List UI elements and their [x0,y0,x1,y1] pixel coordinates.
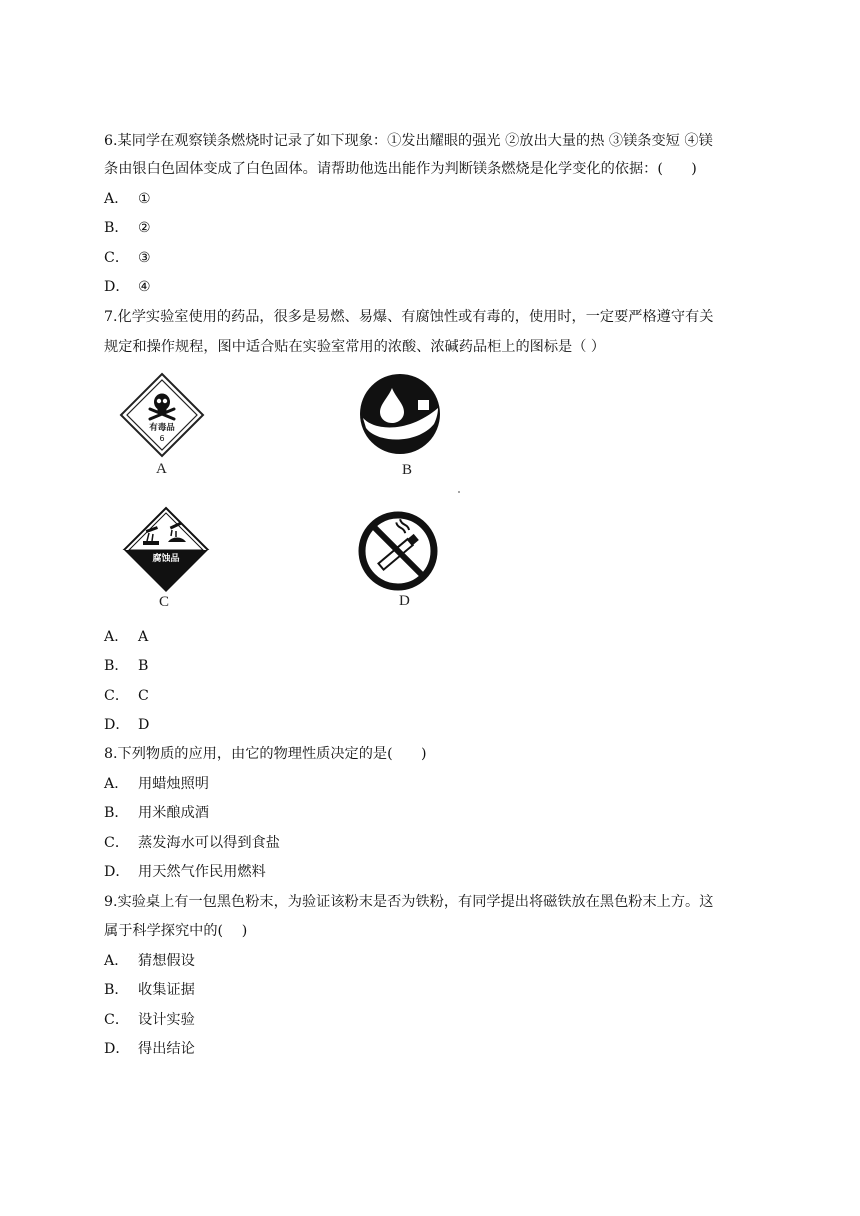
figure-caption-a: A [156,461,167,477]
option-label: B． [104,220,129,236]
option-text: 用米酿成酒 [138,805,209,821]
option-label: C． [104,835,130,851]
option-text: ② [138,220,151,236]
q9-option-c [104,1010,195,1030]
option-text: 猜想假设 [138,953,195,969]
q6-option-d [104,277,151,297]
option-text: 设计实验 [138,1012,195,1028]
corrosive-sign-text: 腐蚀品 [152,554,180,564]
option-label: C． [104,1012,130,1028]
option-text: D [138,717,150,733]
q8-option-b [104,803,209,823]
q8-option-c [104,833,280,853]
option-label: D． [104,864,130,880]
option-label: A． [104,629,129,645]
option-label: D． [104,279,130,295]
toxic-skull-diamond-icon [119,372,205,458]
option-label: B． [104,805,129,821]
option-text: 用天然气作民用燃料 [138,864,266,880]
q8-option-a [104,774,209,794]
option-text: 用蜡烛照明 [138,776,209,792]
q7-stem-line2: 规定和操作规程，图中适合贴在实验室常用的浓酸、浓碱药品柜上的图标是（ ） [104,339,606,355]
corrosive-diamond-icon [122,506,210,594]
option-label: A． [104,776,129,792]
q9-option-b [104,980,195,1000]
q8-stem: 8.下列物质的应用，由它的物理性质决定的是( ) [104,746,427,762]
option-label: D． [104,717,130,733]
q9-option-d [104,1039,195,1059]
q7-option-b [104,656,148,676]
q7-stem-line1: 7.化学实验室使用的药品，很多是易燃、易爆、有腐蚀性或有毒的，使用时，一定要严格遵守有关 [104,309,714,325]
q9-stem-line2: 属于科学探究中的( ) [104,923,248,939]
q8-option-d [104,862,266,882]
q6-stem-line2: 条由银白色固体变成了白色固体。请帮助他选出能作为判断镁条燃烧是化学变化的依据：( ) [104,161,697,177]
figure-caption-d: D [399,593,410,609]
option-text: C [138,688,149,704]
option-text: ③ [138,250,151,266]
q9-option-a [104,951,195,971]
q9-stem-line1: 9.实验桌上有一包黑色粉末，为验证该粉末是否为铁粉，有同学提出将磁铁放在黑色粉末上方。这 [104,894,714,910]
option-label: A． [104,953,129,969]
q6-option-c [104,248,151,268]
toxic-sign-text: 有毒品 [149,423,175,433]
option-text: ④ [138,279,151,295]
water-drop-circle-icon [358,374,442,458]
option-text: 蒸发海水可以得到食盐 [138,835,280,851]
figure-caption-c: C [159,594,170,610]
option-label: B． [104,982,129,998]
option-text: A [138,629,149,645]
figure-caption-b: B [402,462,413,478]
no-smoking-icon [357,510,439,592]
q6-stem-line1: 6.某同学在观察镁条燃烧时记录了如下现象：①发出耀眼的强光 ②放出大量的热 ③镁条变短 ④镁 [104,133,713,149]
q7-option-d [104,715,149,735]
option-label: C． [104,250,130,266]
q6-option-a [104,189,151,209]
q7-option-c [104,686,149,706]
q7-option-a [104,627,148,647]
stray-mark [458,491,460,493]
option-text: 收集证据 [138,982,195,998]
q6-option-b [104,218,151,238]
option-label: D． [104,1041,130,1057]
toxic-sign-number: 6 [159,434,165,443]
option-label: A． [104,191,129,207]
option-text: 得出结论 [138,1041,195,1057]
option-text: ① [138,191,151,207]
option-label: B． [104,658,129,674]
option-text: B [138,658,149,674]
option-label: C． [104,688,130,704]
